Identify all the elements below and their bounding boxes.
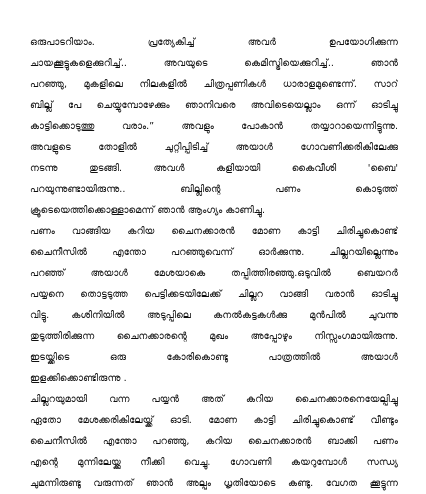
text-line: ചൈനീസിൽ എന്തോ പറഞ്ഞുവെന്ന് ഓർക്കുന്നു. ചില്ലറയില്ലെന്നും [30,247,398,258]
text-line: പറയുന്നുണ്ടായിരുന്നു.. ബില്ലിന്റെ പണം കൊടുത്ത് [30,184,398,195]
text-line: അവളുടെ തോളിൽ ചുറ്റിപ്പിടിച്ച് അയാൾ ഗോവണിക്കരികിലേക്കു [30,142,398,153]
text-line: നടന്നു തുടങ്ങി. അവൾ കളിയായി കൈവീശി 'ബൈ' [30,163,398,174]
paragraph [30,221,398,389]
text-line: പണം വാങ്ങിയ കറിയ ചൈനക്കാരൻ മോണ കാട്ടി ചിരിച്ചുകൊണ്ട് [30,226,398,237]
text-line: ചില്ലറയുമായി വന്ന പയ്യൻ അത് കറിയ ചൈനക്കാരനെയേല്പിച്ചു [30,394,398,405]
text-line: ക്രൂടെയെത്തിക്കൊള്ളാമെന്ന് ഞാൻ ആംഗ്യം കാണിച്ചു. [30,205,266,216]
paragraph [30,32,398,221]
text-line: ഒരുപാടറിയാം. പ്രത്യേകിച്ച് അവർ ഉപയോഗിക്കുന്ന [30,37,398,48]
text-line: ഏതോ മേശക്കരികിലേയ്ക്ക് ഓടി. മോണ കാട്ടി ചിരിച്ചുകൊണ്ട് വീണ്ടും [30,415,398,426]
text-line: ചുമന്നിരുണ്ടു വരുന്നത് ഞാൻ അല്പം ധൃതിയോടെ കണ്ടു. വേഗത ക്കൂട്ടുന്ന [30,478,398,489]
text-line: പറഞ്ഞ് അയാൾ മേശയാകെ തപ്പിത്തിരഞ്ഞു.ഒടുവിൽ ബെയറർ [30,268,398,279]
text-line: വിട്ടു. കശിനിയിൽ അടുപ്പിലെ കനൽകട്ടകൾക്കു മുൻപിൽ ചുവന്നു [30,310,398,321]
text-line: പയ്യനെ തൊട്ടടുത്ത പെട്ടിക്കടയിലേക്ക് ചില്ലറ വാങ്ങി വരാൻ ഓടിച്ചു [30,289,398,300]
text-line: ബില്ല് പേ ചെയ്യുമ്പോഴേക്കും ഞാനിവരെ അവിടെയെല്ലാം ഒന്ന് ഓടിച്ചു [30,100,398,111]
text-line: പറഞ്ഞു, മുകളിലെ നിലകളിൽ ചിത്രപ്പണികൾ ധാരാളമുണ്ടെന്ന്. സാറ് [30,79,398,90]
text-line: ചൈനീസിൽ എന്തോ പറഞ്ഞു, കറിയ ചൈനക്കാരൻ ബാക്കി പണം [30,436,398,447]
text-line: ഇടയ്ക്കിടെ ഒരു കോരികൊണ്ടു പാത്രത്തിൽ അയാൾ [30,352,398,363]
text-line: ചായക്കൂട്ടുകളെക്കുറിച്ച്.. അവയുടെ കെമിസ്ട്രിയെക്കുറിച്ച്.. ഞാൻ [30,58,398,69]
text-line: ഇളക്കിക്കൊണ്ടിരുന്നു . [30,373,127,384]
text-line: തുടുത്തിരിക്കുന്ന ചൈനക്കാരന്റെ മുഖം അപ്പോഴും നിസ്സംഗമായിരുന്നു. [30,331,398,342]
text-line: എന്റെ മുന്നിലേയ്ക്കു നീക്കി വെച്ചു. ഗോവണി കയറുമ്പോൾ സന്ധ്യ [30,457,398,468]
document-body [30,32,398,494]
text-line: കാട്ടിക്കൊടുത്തു വരാം.” അവളും പോകാൻ തയ്യാറായെന്നിട്ടുന്നു. [30,121,398,132]
paragraph [30,389,398,494]
